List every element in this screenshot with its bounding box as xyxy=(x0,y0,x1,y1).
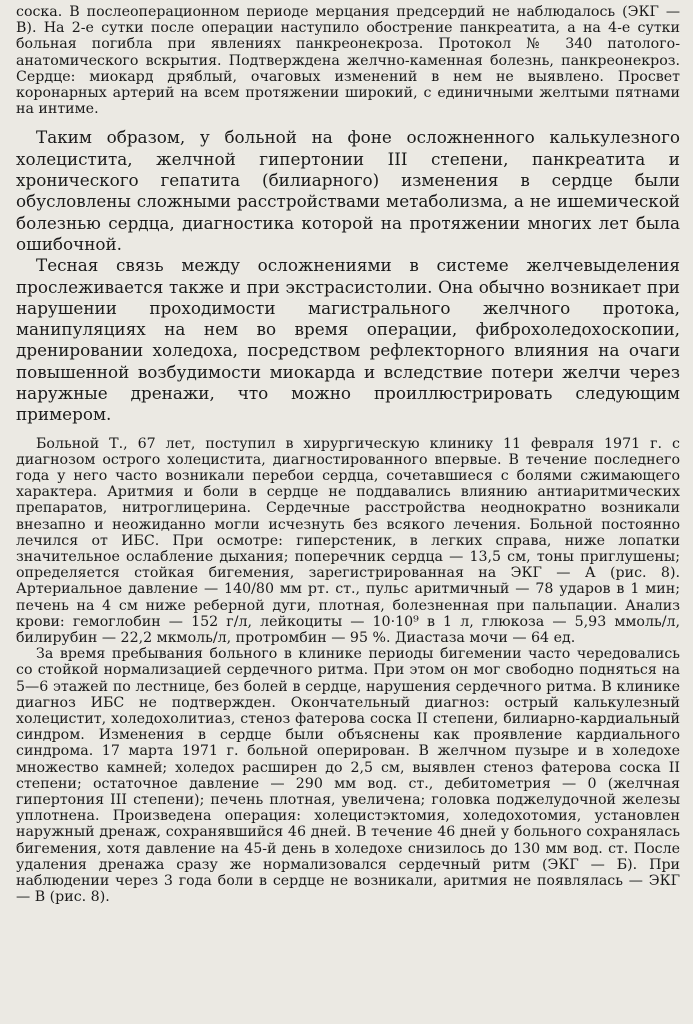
case-ending-section xyxy=(16,4,680,117)
paragraph-conclusion: Таким образом, у больной на фоне осложненного калькулезного холецистита, желчной гипертонии III степени, панкреатита и хронического гепатита (билиарного) изменения в сердце были обусловлены сложными расстройствами метаболизма, а не ишемической болезнью сердца, диагностика которой на протяжении многих лет была ошибочной. xyxy=(16,127,680,254)
paragraph-patient-admission: Больной Т., 67 лет, поступил в хирургическую клинику 11 февраля 1971 г. с диагнозом острого холецистита, диагностированного впервые. В течение последнего года у него часто возникали перебои сердца, сочетавшиеся с болями сжимающего характера. Аритмия и боли в сердце не поддавались влиянию антиаритмических препаратов, нитроглицерина. Сердечные расстройства неоднократно возникали внезапно и неожиданно могли исчезнуть без всякого лечения. Больной постоянно лечился от ИБС. При осмотре: гиперстеник, в легких справа, ниже лопатки значительное ослабление дыхания; поперечник сердца — 13,5 см, тоны приглушены; определяется стойкая бигемения, зарегистрированная на ЭКГ — А (рис. 8). Артериальное давление — 140/80 мм рт. ст., пульс аритмичный — 78 ударов в 1 мин; печень на 4 см ниже реберной дуги, плотная, болезненная при пальпации. Анализ крови: гемоглобин — 152 г/л, лейкоциты — 10·10⁹ в 1 л, глюкоза — 5,93 ммоль/л, билирубин — 22,2 мкмоль/л, протромбин — 95 %. Диастаза мочи — 64 ед. xyxy=(16,435,680,647)
paragraph-patient-course: За время пребывания больного в клинике периоды бигемении часто чередовались со стойкой нормализацией сердечного ритма. При этом он мог свободно подняться на 5—6 этажей по лестнице, без болей в сердце, нарушения сердечного ритма. В клинике диагноз ИБС не подтвержден. Окончательный диагноз: острый калькулезный холецистит, холедохолитиаз, стеноз фатерова соска II степени, билиарно-кардиальный синдром. Изменения в сердце были объяснены как проявление кардиального синдрома. 17 марта 1971 г. больной оперирован. В желчном пузыре и в холедохе множество камней; холедох расширен до 2,5 см, выявлен стеноз фатерова соска II степени; остаточное давление — 290 мм вод. ст., дебитометрия — 0 (желчная гипертония III степени); печень плотная, увеличена; головка поджелудочной железы уплотнена. Произведена операция: холецистэктомия, холедохотомия, установлен наружный дренаж, сохранявшийся 46 дней. В течение 46 дней у больного сохранялась бигемения, хотя давление на 45-й день в холедохе снизилось до 130 мм вод. ст. После удаления дренажа сразу же нормализовался сердечный ритм (ЭКГ — Б). При наблюдении через 3 года боли в сердце не возникали, аритмия не появлялась — ЭКГ — В (рис. 8). xyxy=(16,646,680,906)
case-report-section xyxy=(16,436,680,906)
paragraph-extrasystole: Тесная связь между осложнениями в системе желчевыделения прослеживается также и при экстрасистолии. Она обычно возникает при нарушении проходимости магистрального желчного протока, манипуляциях на нем во время операции, фиброхоледохоскопии, дренировании холедоха, посредством рефлекторного влияния на очаги повышенной возбудимости миокарда и вследствие потери желчи через наружные дренажи, что можно проиллюстрировать следующим примером. xyxy=(16,255,680,425)
discussion-section xyxy=(16,127,680,425)
paragraph-autopsy: соска. В послеоперационном периоде мерцания предсердий не наблюдалось (ЭКГ — В). На 2-е сутки после операции наступило обострение панкреатита, а на 4-е сутки больная погибла при явлениях панкреонекроза. Протокол № 340 патолого-анатомического вскрытия. Подтверждена желчно-каменная болезнь, панкреонекроз. Сердце: миокард дряблый, очаговых изменений в нем не выявлено. Просвет коронарных артерий на всем протяжении широкий, с единичными желтыми пятнами на интиме. xyxy=(16,4,680,118)
